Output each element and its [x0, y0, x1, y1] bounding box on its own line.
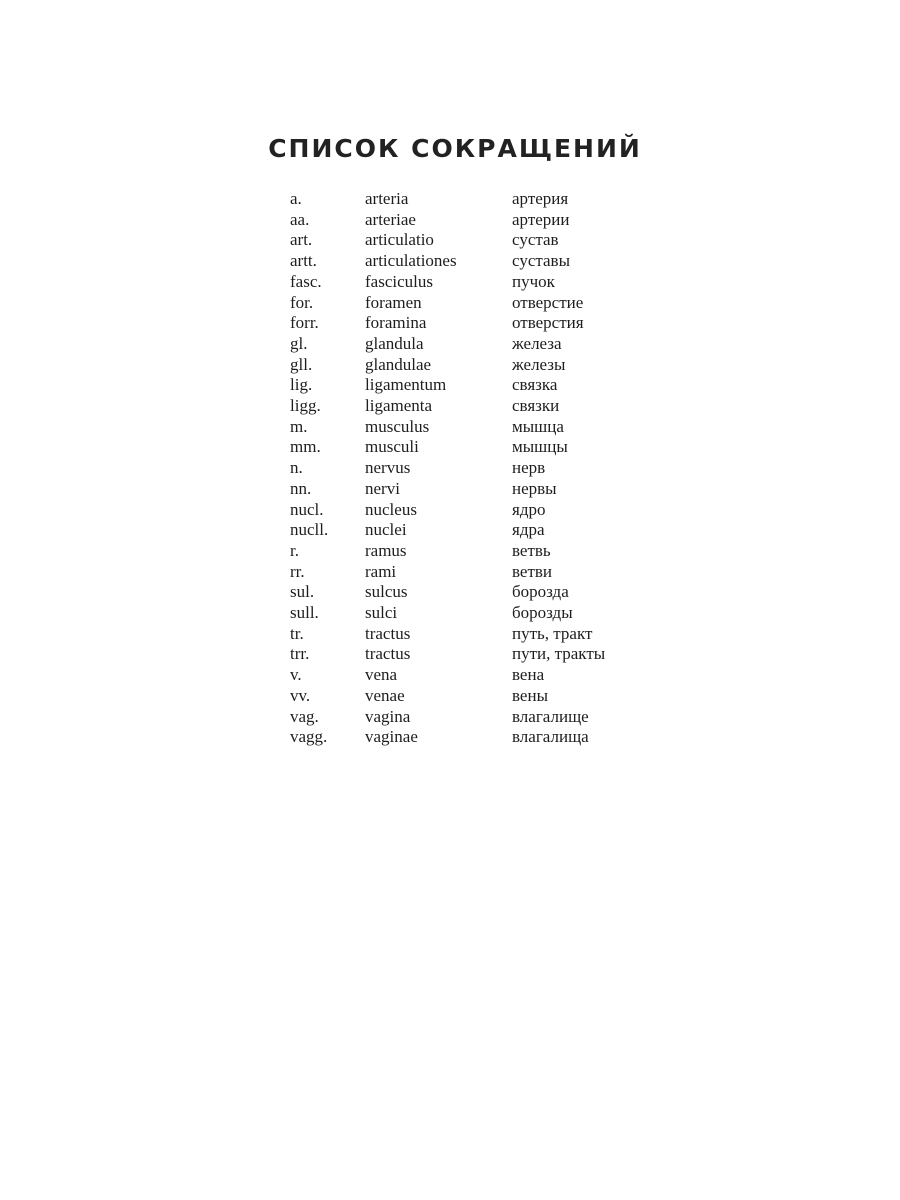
russian-term-cell: ядра: [512, 520, 545, 540]
latin-term-cell: articulationes: [365, 251, 457, 271]
latin-term-cell: ligamenta: [365, 396, 433, 416]
abbreviation-cell: for.: [290, 292, 314, 312]
table-row: [290, 230, 652, 251]
table-row: [290, 541, 652, 562]
table-row: [290, 437, 652, 458]
abbreviation-table-body: [290, 189, 652, 748]
latin-term-cell: ligamentum: [365, 375, 447, 395]
latin-term-cell: foramina: [365, 313, 427, 333]
abbreviation-cell: vag.: [290, 706, 319, 726]
table-row: [290, 189, 652, 210]
abbreviation-cell: artt.: [290, 251, 317, 271]
table-row: [290, 417, 652, 438]
abbreviation-cell: r.: [290, 540, 299, 560]
table-row: [290, 624, 652, 645]
latin-term-cell: musculi: [365, 437, 419, 457]
russian-term-cell: ветвь: [512, 540, 551, 560]
latin-term-cell: foramen: [365, 292, 422, 312]
latin-term-cell: nervus: [365, 458, 411, 478]
table-row: [290, 293, 652, 314]
table-row: [290, 665, 652, 686]
abbreviation-cell: n.: [290, 458, 303, 478]
table-row: [290, 479, 652, 500]
latin-term-cell: arteriae: [365, 209, 416, 229]
abbreviation-cell: vv.: [290, 685, 311, 705]
abbreviation-cell: vagg.: [290, 727, 328, 747]
latin-term-cell: sulcus: [365, 582, 408, 602]
table-row: [290, 707, 652, 728]
latin-term-cell: glandula: [365, 333, 424, 353]
latin-term-cell: tractus: [365, 623, 411, 643]
abbreviation-cell: v.: [290, 665, 302, 685]
russian-term-cell: мышцы: [512, 437, 568, 457]
russian-term-cell: сустав: [512, 230, 559, 250]
page-title: СПИСОК СОКРАЩЕНИЙ: [268, 134, 642, 163]
table-row: [290, 562, 652, 583]
table-row: [290, 727, 652, 748]
abbreviation-cell: a.: [290, 189, 302, 208]
table-row: [290, 458, 652, 479]
abbreviation-cell: lig.: [290, 375, 313, 395]
abbreviation-cell: nucll.: [290, 520, 329, 540]
abbreviation-cell: nucl.: [290, 499, 324, 519]
table-row: [290, 272, 652, 293]
abbreviation-cell: sul.: [290, 582, 315, 602]
abbreviation-cell: sull.: [290, 603, 319, 623]
latin-term-cell: ramus: [365, 540, 407, 560]
table-row: [290, 251, 652, 272]
russian-term-cell: путь, тракт: [512, 623, 593, 643]
russian-term-cell: пути, тракты: [512, 644, 606, 664]
latin-term-cell: venae: [365, 685, 405, 705]
russian-term-cell: артерии: [512, 209, 570, 229]
latin-term-cell: glandulae: [365, 354, 432, 374]
abbreviation-cell: rr.: [290, 561, 305, 581]
table-row: [290, 334, 652, 355]
abbreviation-cell: mm.: [290, 437, 321, 457]
russian-term-cell: артерия: [512, 189, 569, 208]
russian-term-cell: вены: [512, 685, 548, 705]
latin-term-cell: nuclei: [365, 520, 407, 540]
table-row: [290, 355, 652, 376]
abbreviation-cell: art.: [290, 230, 313, 250]
table-row: [290, 313, 652, 334]
russian-term-cell: вена: [512, 665, 545, 685]
latin-term-cell: vagina: [365, 706, 411, 726]
russian-term-cell: связка: [512, 375, 558, 395]
table-row: [290, 644, 652, 665]
russian-term-cell: отверстия: [512, 313, 584, 333]
russian-term-cell: отверстие: [512, 292, 584, 312]
table-row: [290, 603, 652, 624]
latin-term-cell: nervi: [365, 478, 400, 498]
russian-term-cell: суставы: [512, 251, 570, 271]
table-row: [290, 396, 652, 417]
abbreviation-cell: nn.: [290, 478, 312, 498]
russian-term-cell: железа: [512, 333, 562, 353]
latin-term-cell: sulci: [365, 603, 398, 623]
latin-term-cell: vena: [365, 665, 398, 685]
abbreviation-cell: m.: [290, 416, 308, 436]
abbreviation-cell: gl.: [290, 333, 308, 353]
russian-term-cell: борозда: [512, 582, 569, 602]
latin-term-cell: musculus: [365, 416, 430, 436]
russian-term-cell: железы: [512, 354, 566, 374]
abbreviation-cell: aa.: [290, 209, 310, 229]
latin-term-cell: articulatio: [365, 230, 434, 250]
russian-term-cell: ветви: [512, 561, 553, 581]
russian-term-cell: влагалище: [512, 706, 589, 726]
abbreviation-cell: trr.: [290, 644, 310, 664]
abbreviation-cell: tr.: [290, 623, 304, 643]
russian-term-cell: мышца: [512, 416, 564, 436]
russian-term-cell: связки: [512, 396, 560, 416]
table-row: [290, 582, 652, 603]
table-row: [290, 686, 652, 707]
table-row: [290, 520, 652, 541]
latin-term-cell: arteria: [365, 189, 409, 208]
russian-term-cell: влагалища: [512, 727, 589, 747]
table-row: [290, 500, 652, 521]
abbreviation-table: [290, 189, 652, 748]
latin-term-cell: fasciculus: [365, 271, 433, 291]
table-row: [290, 375, 652, 396]
russian-term-cell: ядро: [512, 499, 546, 519]
latin-term-cell: tractus: [365, 644, 411, 664]
latin-term-cell: rami: [365, 561, 397, 581]
abbreviation-cell: fasc.: [290, 271, 322, 291]
latin-term-cell: vaginae: [365, 727, 418, 747]
russian-term-cell: нервы: [512, 478, 557, 498]
latin-term-cell: nucleus: [365, 499, 417, 519]
abbreviation-cell: forr.: [290, 313, 319, 333]
abbreviation-cell: gll.: [290, 354, 313, 374]
russian-term-cell: пучок: [512, 271, 555, 291]
abbreviation-cell: ligg.: [290, 396, 321, 416]
russian-term-cell: нерв: [512, 458, 546, 478]
russian-term-cell: борозды: [512, 603, 573, 623]
table-row: [290, 210, 652, 231]
